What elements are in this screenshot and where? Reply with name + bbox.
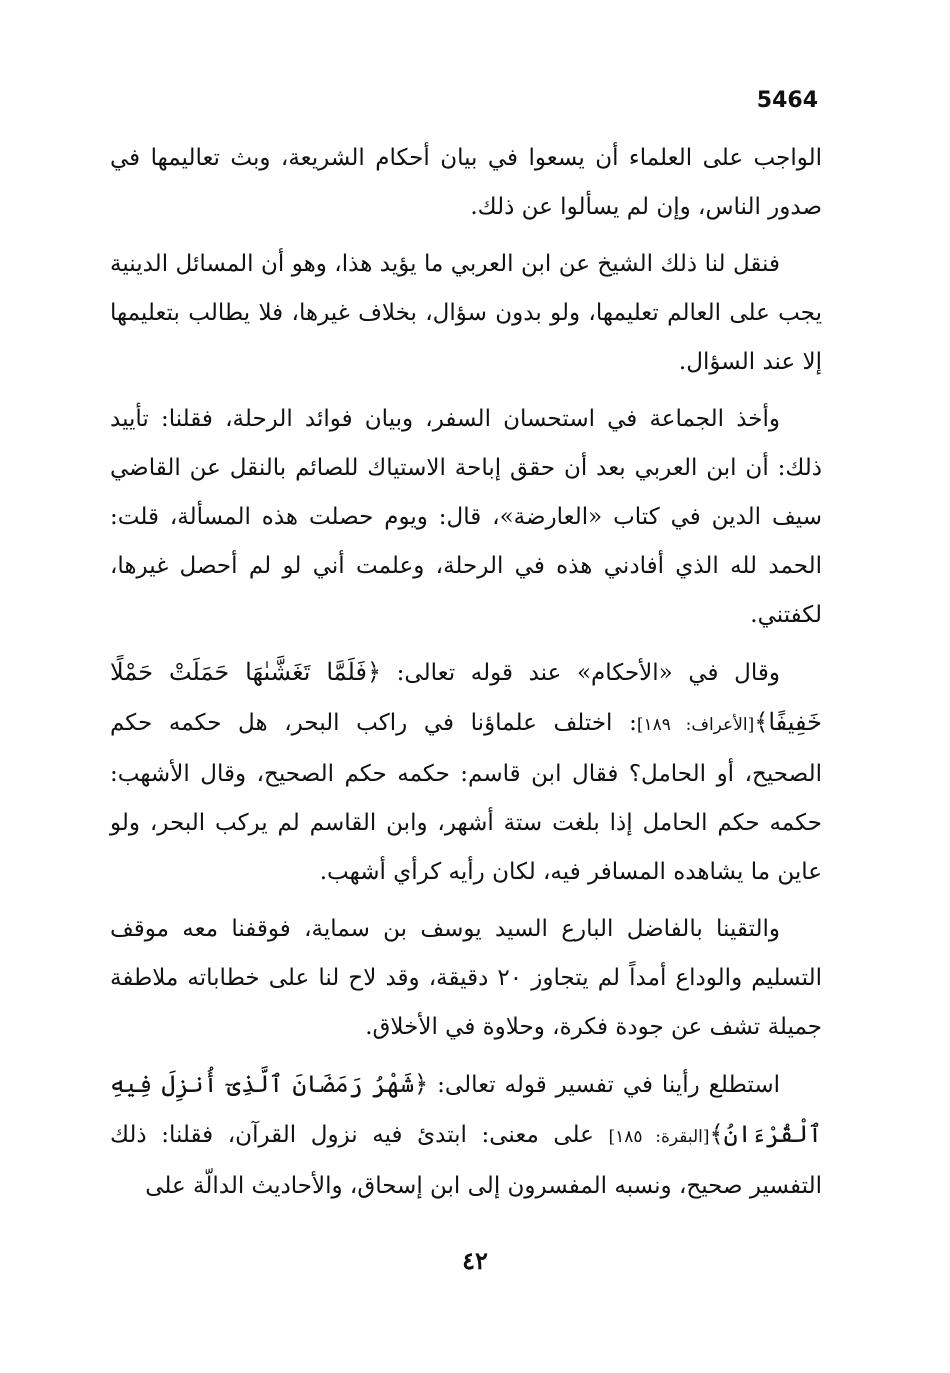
paragraph-1: الواجب على العلماء أن يسعوا في بيان أحكام الشريعة، وبث تعاليمها في صدور الناس، وإن لم يسألوا عن ذلك. — [110, 145, 822, 220]
paragraph-6-intro: استطلع رأينا في تفسير قوله تعالى: — [428, 1072, 780, 1098]
paragraph-3: وأخذ الجماعة في استحسان السفر، وبيان فوائد الرحلة، فقلنا: تأييد ذلك: أن ابن العربي بعد أن حقق إباحة الاستياك للصائم بالنقل عن القاضي سيف الدين في كتاب «العارضة»، قال: ويوم حصلت هذه المسألة، قلت: الحمد لله الذي أفادني هذه في الرحلة، وعلمت أني لو لم أحصل غيرها، لكفتني. — [110, 406, 822, 628]
paragraph-6 — [110, 1060, 822, 1211]
verse-citation-1: [الأعراف: ١٨٩] — [636, 715, 755, 735]
verse-citation-2: [البقرة: ١٨٥] — [608, 1127, 710, 1147]
quran-verse-1: ﴿فَلَمَّا تَغَشَّىٰهَا حَمَلَتْ حَمْلًا خَفِيفًا﴾ — [110, 658, 822, 736]
paragraph-4 — [110, 648, 822, 897]
quran-verse-2: ﴿شَهْرُ رَمَضَانَ ٱلَّذِىٓ أُنزِلَ فِيهِ ٱلْقُرْءَانُ﴾ — [110, 1070, 822, 1148]
paragraph-4-rest: : اختلف علماؤنا في راكب البحر، هل حكمه حكم الصحيح، أو الحامل؟ فقال ابن قاسم: حكمه حكم الصحيح، وقال الأشهب: حكمه حكم الحامل إذا بلغت ستة أشهر، وابن القاسم لم يركب البحر، ولو عاين ما يشاهده المسافر فيه، لكان رأيه كرأي أشهب. — [110, 710, 822, 885]
paragraph-6-rest: على معنى: ابتدئ فيه نزول القرآن، فقلنا: ذلك التفسير صحيح، ونسبه المفسرون إلى ابن إسحاق، والأحاديث الدالّة على — [110, 1122, 822, 1199]
page-id: 5464 — [756, 88, 818, 113]
page-number: ٤٢ — [462, 1246, 488, 1275]
paragraph-2: فنقل لنا ذلك الشيخ عن ابن العربي ما يؤيد هذا، وهو أن المسائل الدينية يجب على العالم تعليمها، ولو بدون سؤال، بخلاف غيرها، فلا يطالب بتعليمها إلا عند السؤال. — [110, 251, 822, 375]
paragraph-4-intro: وقال في «الأحكام» عند قوله تعالى: — [381, 660, 780, 686]
paragraph-5: والتقينا بالفاضل البارع السيد يوسف بن سماية، فوقفنا معه موقف التسليم والوداع أمداً لم يتجاوز ٢٠ دقيقة، وقد لاح لنا على خطاباته ملاطفة جميلة تشف عن جودة فكرة، وحلاوة في الأخلاق. — [110, 916, 822, 1040]
text-body — [110, 134, 822, 1219]
